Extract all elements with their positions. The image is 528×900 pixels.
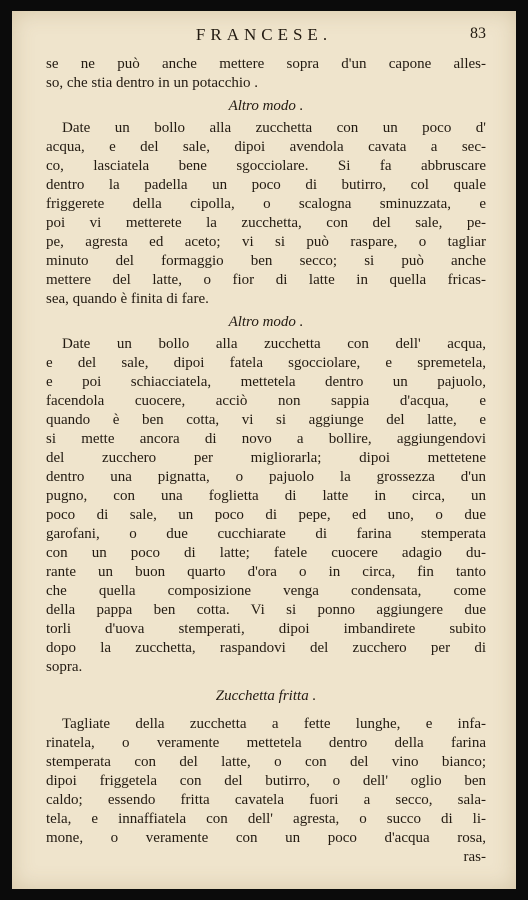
running-title: FRANCESE.	[195, 25, 333, 44]
text-line: sea, quando è finita di fare.	[46, 291, 209, 307]
text-line: friggerete della cipolla, o scalogna sminuzzata, e	[46, 196, 486, 212]
text-line: caldo; essendo fritta cavatela fuori a secco, sala-	[46, 792, 486, 808]
text-line: acqua, e del sale, dipoi avendola cavata a sec-	[46, 139, 486, 155]
text-line: tela, e innaffiatela con dell' agresta, o succo di li-	[46, 811, 486, 827]
text-line: se ne può anche mettere sopra d'un capone alles-	[46, 56, 486, 72]
text-line: dentro una pignatta, o pajuolo la grossezza d'un	[46, 469, 486, 485]
text-line: quando è ben cotta, vi si aggiunge del latte, e	[46, 412, 486, 428]
catchword: ras-	[463, 849, 486, 865]
text-line: dopo la zucchetta, raspandovi del zucchero per di	[46, 640, 486, 656]
text-line: e poi schiacciatela, mettetela dentro un pajuolo,	[46, 374, 486, 390]
page-number: 83	[470, 25, 486, 42]
text-line: pe, agresta ed aceto; vi si può raspare, o tagliar	[46, 234, 486, 250]
text-line: Date un bollo alla zucchetta con un poco d'	[62, 120, 486, 136]
text-line: so, che stia dentro in un potacchio .	[46, 75, 259, 91]
text-line: che quella composizione venga condensata, come	[46, 583, 486, 599]
text-line: co, lasciatela bene sgocciolare. Si fa abbruscare	[46, 158, 486, 174]
recipe-heading: Altro modo .	[228, 98, 304, 114]
recipe-heading: Zucchetta fritta .	[215, 688, 317, 704]
book-page	[12, 11, 516, 889]
text-line: rante un buon quarto d'ora o in circa, fin tanto	[46, 564, 486, 580]
text-line: pugno, con una foglietta di latte in circa, un	[46, 488, 486, 504]
text-line: del zucchero per migliorarla; dipoi mettetene	[46, 450, 486, 466]
text-line: sopra.	[46, 659, 83, 675]
text-line: dipoi friggetela con del butirro, o dell' oglio ben	[46, 773, 486, 789]
text-line: poco di sale, un poco di pepe, ed uno, o due	[46, 507, 486, 523]
recipe-heading: Altro modo .	[228, 314, 304, 330]
text-line: garofani, o due cucchiarate di farina stemperata	[46, 526, 486, 542]
text-line: minuto del formaggio ben secco; si può anche	[46, 253, 486, 269]
text-line: con un poco di latte; fatele cuocere adagio du-	[46, 545, 486, 561]
text-line: mone, o veramente con un poco d'acqua rosa,	[46, 830, 486, 846]
running-head	[12, 19, 516, 53]
text-line: della pappa ben cotta. Vi si ponno aggiungere due	[46, 602, 486, 618]
text-line: e del sale, dipoi fatela sgocciolare, e spremetela,	[46, 355, 486, 371]
text-line: si mette ancora di novo a bollire, aggiungendovi	[46, 431, 486, 447]
text-line: Date un bollo alla zucchetta con dell' acqua,	[62, 336, 486, 352]
text-line: torli d'uova stemperati, dipoi imbandirete subito	[46, 621, 486, 637]
text-line: stemperata con del latte, o con del vino bianco;	[46, 754, 486, 770]
text-line: mettere del latte, o fior di latte in quella fricas-	[46, 272, 486, 288]
text-line: rinatela, o veramente mettetela dentro della farina	[46, 735, 486, 751]
text-line: poi vi metterete la zucchetta, con del sale, pe-	[46, 215, 486, 231]
page-body	[46, 55, 486, 867]
text-line: Tagliate della zucchetta a fette lunghe, e infa-	[62, 716, 486, 732]
text-line: facendola cuocere, acciò non sappia d'acqua, e	[46, 393, 486, 409]
text-line: dentro la padella un poco di butirro, col quale	[46, 177, 486, 193]
